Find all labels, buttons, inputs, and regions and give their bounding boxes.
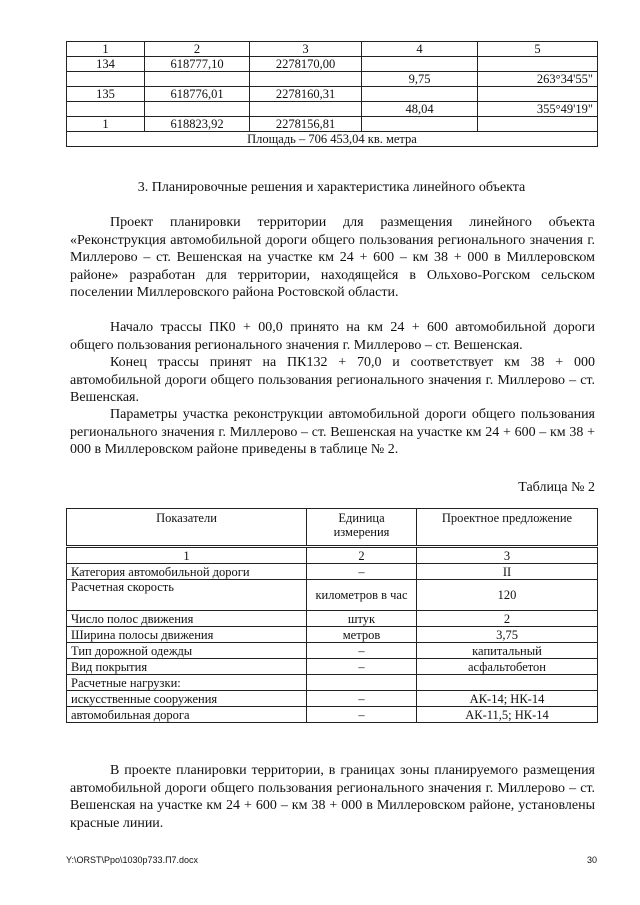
parameter-value: 3,75 [417,627,598,643]
parameter-unit: – [307,564,417,580]
table-row [67,87,598,102]
segment-length: 9,75 [362,72,478,87]
page-number: 30 [586,855,597,865]
parameter-name: Расчетная скорость [67,580,307,611]
x-coordinate: 618777,10 [145,57,250,72]
table-row [67,627,598,643]
column-number: 1 [67,547,307,564]
parameter-value: II [417,564,598,580]
table-row [67,659,598,675]
table-row [67,611,598,627]
column-number: 2 [307,547,417,564]
parameter-name: Категория автомобильной дороги [67,564,307,580]
parameter-value: АК-11,5; НК-14 [417,707,598,723]
header-cell: 1 [67,42,145,57]
parameter-name: Ширина полосы движения [67,627,307,643]
parameter-unit: метров [307,627,417,643]
footer-file-path: Y:\ORST\Ppo\1030p733.П7.docx [66,855,199,865]
parameter-unit [307,675,417,691]
x-coordinate: 618823,92 [145,117,250,132]
area-total: Площадь – 706 453,04 кв. метра [67,132,598,147]
paragraph: Начало трассы ПК0 + 00,0 принято на км 24 + 600 автомобильной дороги общего пользования регионального значения г. Миллерово – ст. Вешенская. [70,320,595,353]
y-coordinate: 2278160,31 [250,87,362,102]
paragraph: Конец трассы принят на ПК132 + 70,0 и соответствует км 38 + 000 автомобильной дороги общего пользования регионального значения г. Миллерово – ст. Вешенская. [70,355,595,405]
header-cell: 4 [362,42,478,57]
parameter-name: Вид покрытия [67,659,307,675]
direction-angle: 263°34'55" [478,72,598,87]
table-row [67,132,598,147]
header-cell: Единица измерения [307,509,417,547]
parameter-name: Число полос движения [67,611,307,627]
parameter-unit: – [307,691,417,707]
parameter-value: асфальтобетон [417,659,598,675]
point-number: 134 [67,57,145,72]
y-coordinate: 2278156,81 [250,117,362,132]
table-row [67,72,598,87]
parameter-name: автомобильная дорога [67,707,307,723]
paragraph: Параметры участка реконструкции автомобильной дороги общего пользования регионального значения г. Миллерово – ст. Вешенская на участке км 24 + 600 – км 38 + 000 в Миллеровском районе приведены в таблице № 2. [70,407,595,457]
parameter-unit: – [307,707,417,723]
table-caption: Таблица № 2 [518,480,595,495]
parameter-name: Тип дорожной одежды [67,643,307,659]
segment-length: 48,04 [362,102,478,117]
parameter-unit: километров в час [307,580,417,611]
final-paragraph: В проекте планировки территории, в границах зоны планируемого размещения автомобильной дороги общего пользования регионального значения г. Миллерово – ст. Вешенская на участке км 24 + 600 – км 38 + 000 в Миллеровском районе, установлены красные линии. [70,763,595,831]
point-number: 1 [67,117,145,132]
table-header-row [67,509,598,547]
header-cell: Проектное предложение [417,509,598,547]
table-header-row [67,42,598,57]
table-row [67,117,598,132]
column-number: 3 [417,547,598,564]
x-coordinate: 618776,01 [145,87,250,102]
table-row [67,102,598,117]
table-row [67,675,598,691]
parameter-value: 120 [417,580,598,611]
parameter-value: капитальный [417,643,598,659]
parameter-unit: – [307,659,417,675]
table-row [67,691,598,707]
parameter-unit: штук [307,611,417,627]
parameter-name: Расчетные нагрузки: [67,675,307,691]
header-cell: 5 [478,42,598,57]
table-row [67,643,598,659]
y-coordinate: 2278170,00 [250,57,362,72]
parameters-table [66,508,598,723]
parameter-value: АК-14; НК-14 [417,691,598,707]
parameter-name: искусственные сооружения [67,691,307,707]
table-row [67,564,598,580]
point-number: 135 [67,87,145,102]
table-row [67,707,598,723]
parameter-unit: – [307,643,417,659]
paragraph: Проект планировки территории для размещения линейного объекта «Реконструкция автомобильной дороги общего пользования регионального значения г. Миллерово – ст. Вешенская на участке км 24 + 600 – км 38 + 000 в Миллеровском районе» разработан для территории, находящейся в Ольховo-Рогском сельском поселении Миллеровского района Ростовской области. [70,215,595,300]
coordinates-table [66,41,598,147]
header-cell: Показатели [67,509,307,547]
header-cell: 2 [145,42,250,57]
parameter-value [417,675,598,691]
column-numbers-row [67,547,598,564]
parameter-value: 2 [417,611,598,627]
direction-angle: 355°49'19" [478,102,598,117]
table-row [67,580,598,611]
section-title: 3. Планировочные решения и характеристика линейного объекта [137,180,526,195]
header-cell: 3 [250,42,362,57]
table-row [67,57,598,72]
